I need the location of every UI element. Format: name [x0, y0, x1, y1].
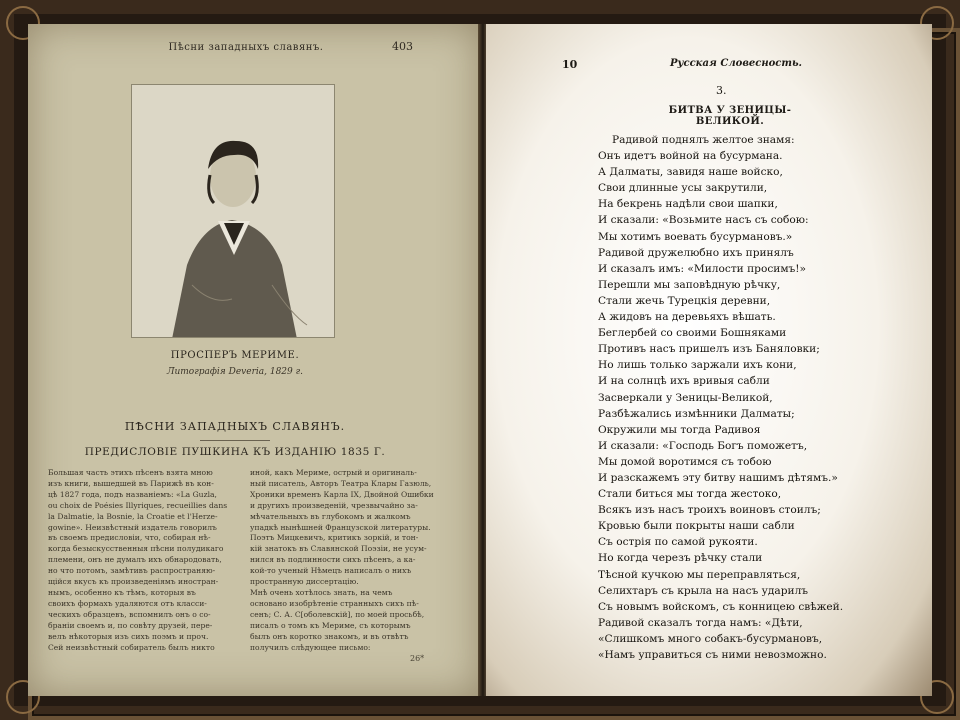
text-line: сенъ; С. А. С[оболевскій], по моей просьбѣ,	[250, 609, 425, 619]
text-line: пространную диссертацію.	[250, 577, 359, 587]
left-page-number: 403	[392, 40, 413, 53]
text-line: изъ книги, вышедшей въ Парижѣ въ кон-	[48, 478, 214, 488]
poem-line: На бекрень надѣли свои шапки,	[598, 198, 778, 211]
poem-line: Радивой дружелюбно ихъ принялъ	[598, 246, 794, 259]
text-line: упадкѣ нынѣшней Французской литературы.	[250, 522, 431, 532]
left-running-head: Пѣсни западныхъ славянъ.	[168, 42, 324, 53]
text-line: получилъ слѣдующее письмо:	[250, 642, 371, 652]
text-line: кій знатокъ въ Славянской Поэзіи, не усум-	[250, 544, 427, 554]
poem-line: Мы домой воротимся съ тобою	[598, 455, 772, 468]
text-line: Большая часть этихъ пѣсенъ взята мною	[48, 468, 213, 477]
poem-line: Перешли мы заповѣдную рѣчку,	[598, 278, 781, 291]
text-line: въ своемъ предисловіи, что, собирая нѣ-	[48, 533, 211, 543]
text-line: ный писатель, Авторъ Театра Клары Газюль,	[250, 478, 432, 488]
right-running-head: Русская Словесность.	[670, 58, 803, 69]
text-line: la Dalmatie, la Bosnie, la Croatie et l'Herze-	[48, 511, 218, 521]
text-line: своихъ формахъ удаляются отъ класси-	[48, 598, 207, 608]
text-line: писалъ о томъ къ Мериме, съ которымъ	[250, 620, 411, 630]
text-line: нымъ, особенно къ тѣмъ, которыя въ	[48, 587, 196, 597]
signature-mark: 26*	[410, 654, 425, 663]
poem-line: А Далматы, завидя наше войско,	[598, 166, 783, 179]
text-line: браніи своемъ и, по совѣту друзей, пере-	[48, 620, 213, 630]
text-line: племени, онъ не думалъ ихъ обнародовать,	[48, 555, 222, 565]
poem-line: И сказали: «Господь Богъ поможетъ,	[598, 439, 808, 452]
poem-line: Засверкали у Зеницы-Великой,	[598, 391, 773, 404]
poem-line: А жидовъ на деревьяхъ вѣшать.	[598, 311, 776, 324]
preface-title: ПРЕДИСЛОВІЕ ПУШКИНА КЪ ИЗДАНІЮ 1835 Г.	[84, 446, 386, 458]
poem-line: Разбѣжались измѣнники Далматы;	[598, 407, 795, 420]
preface-column-right	[250, 468, 438, 653]
poem-line: И на солнцѣ ихъ вривыя сабли	[598, 375, 770, 388]
poem-line: Мы хотимъ воевать бусурмановъ.»	[598, 230, 793, 243]
poem-line: Всякъ изъ насъ троихъ воиновъ стоилъ;	[598, 504, 821, 517]
poem-line: Съ острія по самой рукояти.	[598, 536, 758, 549]
section-title: ПѢСНИ ЗАПАДНЫХЪ СЛАВЯНЪ.	[124, 420, 346, 433]
text-line: но что потомъ, замѣтивъ распространяю-	[48, 566, 216, 576]
poem-line: Селихтаръ съ крыла на насъ ударилъ	[598, 584, 809, 597]
poem-line: «Слишкомъ много собакъ-бусурмановъ,	[598, 632, 823, 645]
text-line: былъ онъ коротко знакомъ, и въ отвѣтъ	[250, 631, 409, 641]
poem-line: Но когда черезъ рѣчку стали	[598, 552, 763, 565]
poem-text	[598, 132, 928, 663]
portrait-caption: ПРОСПЕРЪ МЕРИМЕ.	[170, 350, 300, 361]
poem-line: И разскажемъ эту битву нашимъ дѣтямъ.»	[598, 471, 838, 484]
text-line: цѣ 1827 года, подъ названіемъ: «La Guzla,	[48, 489, 217, 499]
text-line: кой-то ученый Нѣмецъ написалъ о нихъ	[250, 566, 412, 576]
poem-number: 3.	[716, 84, 727, 97]
poem-line: Окружили мы тогда Радивоя	[598, 423, 761, 436]
poem-line: Но лишь только заржали ихъ кони,	[598, 359, 797, 372]
portrait-drawing	[132, 85, 335, 338]
text-line: Хроники временъ Карла IX, Двойной Ошибки	[250, 489, 434, 499]
text-line: gowine». Неизвѣстный издатель говорилъ	[48, 522, 217, 532]
poem-line: Онъ идетъ войной на бусурмана.	[598, 150, 783, 163]
text-line: щійся вкусъ къ произведеніямъ иностран-	[48, 577, 219, 587]
text-line: иной, какъ Мериме, острый и оригиналь-	[250, 468, 417, 477]
poem-line: Беглербей со своими Бошняками	[598, 327, 787, 340]
text-line: ou choix de Poésies Illyriques, recueillies dans	[48, 500, 228, 510]
poem-line: Стали биться мы тогда жестоко,	[598, 488, 782, 501]
poem-line: И сказали: «Возьмите насъ съ собою:	[598, 214, 809, 227]
poem-line: Радивой сказалъ тогда намъ: «Дѣти,	[598, 616, 803, 629]
poem-line: И сказалъ имъ: «Милости просимъ!»	[598, 262, 807, 275]
poem-line: Свои длинные усы закрутили,	[598, 182, 768, 195]
text-line: Сей неизвѣстный собиратель былъ никто	[48, 642, 215, 652]
text-line: Поэтъ Мицкевичъ, критикъ зоркій, и тон-	[250, 533, 419, 543]
text-line: мѣчательныхъ въ глубокомъ и жалкомъ	[250, 511, 411, 521]
portrait-image	[131, 84, 335, 338]
poem-line: Противъ насъ пришелъ изъ Баняловки;	[598, 343, 820, 356]
text-line: основано изобрѣтеніе странныхъ сихъ пѣ-	[250, 598, 419, 608]
poem-line: Съ новымъ войскомъ, съ конницею свѣжей.	[598, 600, 844, 613]
poem-line: «Намъ управиться съ ними невозможно.	[598, 649, 827, 661]
poem-line: Кровью были покрыты наши сабли	[598, 520, 795, 533]
text-line: Мнѣ очень хотѣлось знать, на чемъ	[250, 587, 393, 597]
text-line: нился въ подлинности сихъ пѣсенъ, а ка-	[250, 555, 416, 565]
portrait-credit: Литографія Deveria, 1829 г.	[166, 367, 304, 377]
right-page-number: 10	[562, 58, 578, 71]
poem-line: Радивой поднялъ желтое знамя:	[612, 134, 795, 146]
poem-title: БИТВА У ЗЕНИЦЫ-ВЕЛИКОЙ.	[668, 105, 792, 127]
preface-column-left	[48, 468, 236, 653]
title-rule	[200, 440, 270, 441]
poem-line: Тѣсной кучкою мы переправляться,	[598, 568, 801, 581]
text-line: когда безыскусственныя пѣсни полудикаго	[48, 544, 224, 554]
poem-line: Стали жечь Турецкія деревни,	[598, 294, 771, 307]
text-line: велъ нѣкоторыя изъ сихъ поэмъ и проч.	[48, 631, 209, 641]
text-line: и другихъ произведеній, чрезвычайно за-	[250, 500, 418, 510]
text-line: ческихъ образцевъ, вспомнилъ онъ о со-	[48, 609, 211, 619]
